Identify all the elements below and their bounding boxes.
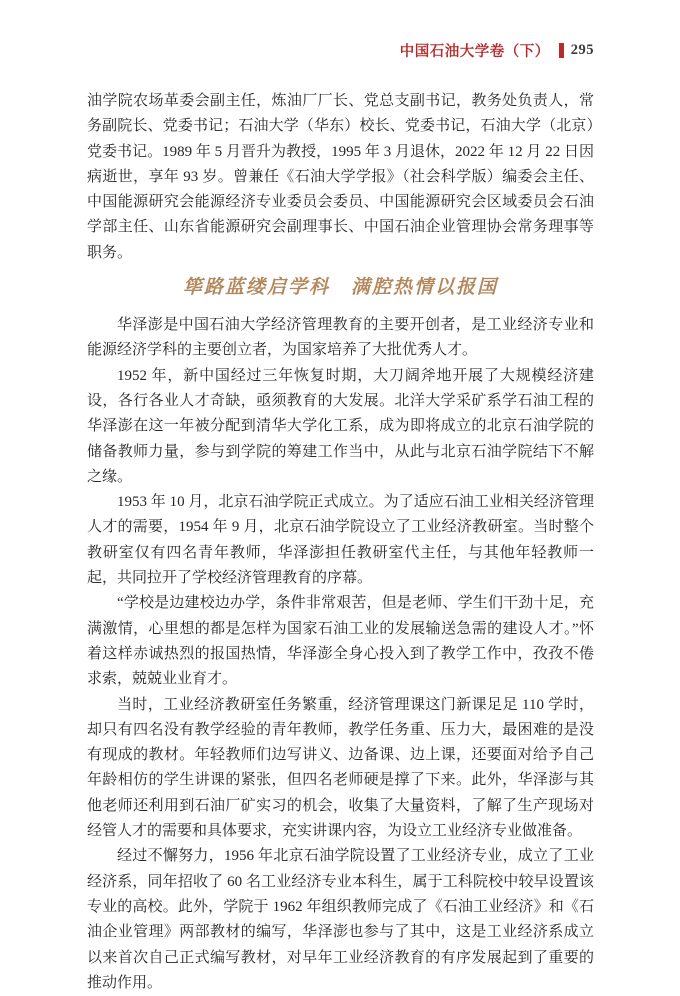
- body-paragraph: “学校是边建校边办学，条件非常艰苦，但是老师、学生们干劲十足，充满激情，心里想的都是怎样为国家石油工业的发展输送急需的建设人才。”怀着这样赤诚热烈的报国热情，华泽澎全身心投入到了教学工作中，孜孜不倦求索，兢兢业业育才。: [87, 595, 594, 688]
- section-heading: 筚路蓝缕启学科 满腔热情以报国: [182, 277, 498, 299]
- body-paragraph: 1952 年，新中国经过三年恢复时期，大刀阔斧地开展了大规模经济建设，各行各业人才奇缺，亟须教育的大发展。北洋大学采矿系学石油工程的华泽澎在这一年被分配到清华大学化工系，成为即将成立的北京石油学院的储备教师力量，参与到学院的筹建工作当中，从此与北京石油学院结下不解之缘。: [87, 367, 594, 485]
- body-paragraph: 油学院农场革委会副主任，炼油厂厂长、党总支副书记，教务处负责人，常务副院长、党委书记；石油大学（华东）校长、党委书记，石油大学（北京）党委书记。1989 年 5 月晋升为教授，1995 年 3 月退休，2022 年 12 月 22 日因病逝世，享年 93 岁。曾兼任《石油大学学报》（社会科学版）编委会主任、中国能源研究会能源经济专业委员会委员、中国能源研究会区域委员会石油学部主任、山东省能源研究会副理事长、中国石油企业管理协会常务理事等职务。: [87, 93, 594, 261]
- body-paragraph: 华泽澎是中国石油大学经济管理教育的主要开创者，是工业经济专业和能源经济学科的主要创立者，为国家培养了大批优秀人才。: [87, 317, 594, 359]
- body-paragraph: 1953 年 10 月，北京石油学院正式成立。为了适应石油工业相关经济管理人才的需要，1954 年 9 月，北京石油学院设立了工业经济教研室。当时整个教研室仅有四名青年教师，华泽澎担任教研室代主任，与其他年轻教师一起，共同拉开了学校经济管理教育的序幕。: [87, 494, 594, 587]
- book-title: 中国石油大学卷（下）: [399, 43, 550, 60]
- body-paragraph: 经过不懈努力，1956 年北京石油学院设置了工业经济专业，成立了工业经济系，同年招收了 60 名工业经济专业本科生，属于工科院校中较早设置该专业的高校。此外，学院于 1962 年组织教师完成了《石油工业经济》和《石油企业管理》两部教材的编写，华泽澎也参与了其中，这是工业经济系成立以来首次自己正式编写教材，对早年工业经济教育的有序发展起到了重要的推动作用。: [87, 848, 594, 991]
- article-content: [87, 89, 594, 996]
- page-number: 295: [570, 41, 594, 58]
- page-header: [87, 40, 594, 60]
- body-paragraph: 当时，工业经济教研室任务繁重，经济管理课这门新课足足 110 学时，却只有四名没有教学经验的青年教师，教学任务重、压力大，最困难的是没有现成的教材。年轻教师们边写讲义、边备课、边上课，还要面对给予自己年龄相仿的学生讲课的紧张，但四名老师硬是撑了下来。此外，华泽澎与其他老师还利用到石油厂矿实习的机会，收集了大量资料，了解了生产现场对经管人才的需要和具体要求，充实讲课内容，为设立工业经济专业做准备。: [87, 696, 594, 840]
- header-divider-bar: [559, 43, 564, 58]
